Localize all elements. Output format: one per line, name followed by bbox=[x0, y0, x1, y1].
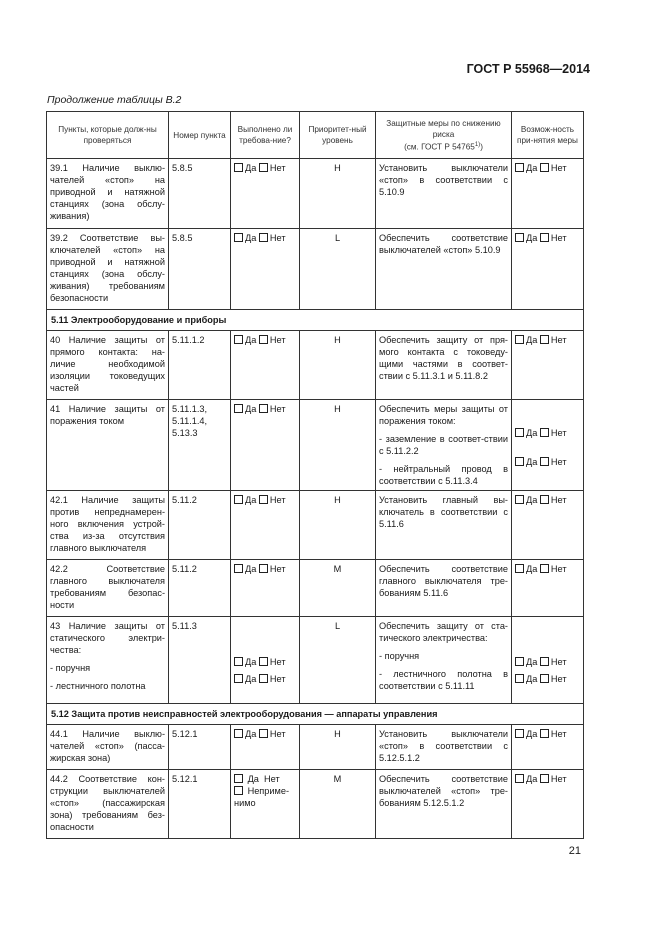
no-checkbox[interactable] bbox=[259, 335, 268, 344]
yes-checkbox[interactable] bbox=[234, 774, 243, 783]
no-checkbox[interactable] bbox=[540, 335, 549, 344]
no-checkbox[interactable] bbox=[540, 428, 549, 437]
no-checkbox[interactable] bbox=[259, 564, 268, 573]
table-row bbox=[47, 617, 584, 704]
table-row bbox=[47, 159, 584, 229]
item-number: 5.8.5 bbox=[169, 229, 231, 310]
yes-checkbox[interactable] bbox=[234, 335, 243, 344]
table-continuation-caption: Продолжение таблицы В.2 bbox=[47, 94, 182, 106]
item-number: 5.8.5 bbox=[169, 159, 231, 229]
item-text: 42.2 Соответствие главного выключателя требованиям безопас-ности bbox=[47, 560, 169, 617]
no-checkbox[interactable] bbox=[540, 564, 549, 573]
table-row bbox=[47, 400, 584, 491]
table-row bbox=[47, 331, 584, 400]
table-header-row bbox=[47, 112, 584, 159]
protective-measure: Обеспечить меры защиты от поражения током: - заземление в соответ-ствии с 5.11.2.2 - нейтральный провод в соответствии с 5.11.3.4 bbox=[376, 400, 512, 491]
priority-level: М bbox=[300, 560, 376, 617]
yes-checkbox[interactable] bbox=[234, 495, 243, 504]
table-row bbox=[47, 491, 584, 560]
acceptance-options: Да Нет bbox=[512, 331, 584, 400]
section-title: 5.11 Электрооборудование и приборы bbox=[47, 310, 584, 331]
priority-level: Н bbox=[300, 725, 376, 770]
no-checkbox[interactable] bbox=[540, 674, 549, 683]
acceptance-options: Да Нет bbox=[512, 560, 584, 617]
item-number: 5.11.1.2 bbox=[169, 331, 231, 400]
yes-checkbox[interactable] bbox=[515, 495, 524, 504]
protective-measure: Обеспечить соответствие выключателей «стоп» тре-бованиям 5.12.5.1.2 bbox=[376, 770, 512, 839]
priority-level: Н bbox=[300, 159, 376, 229]
priority-level: Н bbox=[300, 491, 376, 560]
protective-measure: Установить выключатели «стоп» в соответствии с 5.12.5.1.2 bbox=[376, 725, 512, 770]
col-header-fulfilled: Выполнено ли требова-ние? bbox=[231, 112, 300, 159]
yes-checkbox[interactable] bbox=[234, 564, 243, 573]
yes-checkbox[interactable] bbox=[515, 564, 524, 573]
fulfilled-options: Да Нет bbox=[231, 560, 300, 617]
item-text: 39.2 Соответствие вы-ключателей «стоп» на приводной и натяжной станциях (зона обслу-живания) требованиям безопасности bbox=[47, 229, 169, 310]
priority-level: L bbox=[300, 617, 376, 704]
fulfilled-options: Да Нет bbox=[231, 491, 300, 560]
no-checkbox[interactable] bbox=[259, 729, 268, 738]
priority-level: М bbox=[300, 770, 376, 839]
yes-checkbox[interactable] bbox=[515, 674, 524, 683]
col-header-measures: Защитные меры по снижению риска (см. ГОСТ Р 54765$^{1)}$) bbox=[376, 112, 512, 159]
no-checkbox[interactable] bbox=[540, 233, 549, 242]
yes-checkbox[interactable] bbox=[234, 233, 243, 242]
yes-checkbox[interactable] bbox=[234, 163, 243, 172]
section-row bbox=[47, 704, 584, 725]
no-checkbox[interactable] bbox=[540, 657, 549, 666]
not-applicable-checkbox[interactable] bbox=[234, 786, 243, 795]
item-number: 5.11.1.3, 5.11.1.4, 5.13.3 bbox=[169, 400, 231, 491]
item-text: 43 Наличие защиты от статического электри-чества: - поручня - лестничного полотна bbox=[47, 617, 169, 704]
item-number: 5.11.2 bbox=[169, 491, 231, 560]
yes-checkbox[interactable] bbox=[515, 657, 524, 666]
fulfilled-options: Да Нет bbox=[231, 229, 300, 310]
fulfilled-options: Да Нет Да Нет bbox=[231, 617, 300, 704]
no-checkbox[interactable] bbox=[540, 457, 549, 466]
fulfilled-options: Да Нет bbox=[231, 400, 300, 491]
priority-level: Н bbox=[300, 400, 376, 491]
fulfilled-options: Да Нет bbox=[231, 725, 300, 770]
no-checkbox[interactable] bbox=[259, 657, 268, 666]
item-number: 5.11.2 bbox=[169, 560, 231, 617]
table-row bbox=[47, 560, 584, 617]
fulfilled-options: Да Нет Неприме-нимо bbox=[231, 770, 300, 839]
page-number: 21 bbox=[568, 845, 581, 857]
section-title: 5.12 Защита против неисправностей электрооборудования — аппараты управления bbox=[47, 704, 584, 725]
acceptance-options: Да Нет bbox=[512, 491, 584, 560]
checklist-table bbox=[46, 111, 584, 839]
item-number: 5.12.1 bbox=[169, 725, 231, 770]
yes-checkbox[interactable] bbox=[234, 657, 243, 666]
section-row bbox=[47, 310, 584, 331]
no-checkbox[interactable] bbox=[259, 404, 268, 413]
no-checkbox[interactable] bbox=[259, 674, 268, 683]
item-text: 40 Наличие защиты от прямого контакта: на-личие необходимой изоляции токоведущих частей bbox=[47, 331, 169, 400]
col-header-number: Номер пункта bbox=[169, 112, 231, 159]
protective-measure: Установить выключатели «стоп» в соответствии с 5.10.9 bbox=[376, 159, 512, 229]
protective-measure: Обеспечить защиту от ста-тического электричества: - поручня - лестничного полотна в соответствии с 5.11.11 bbox=[376, 617, 512, 704]
no-checkbox[interactable] bbox=[540, 495, 549, 504]
acceptance-options: Да Нет bbox=[512, 770, 584, 839]
yes-checkbox[interactable] bbox=[515, 163, 524, 172]
table-row bbox=[47, 725, 584, 770]
no-checkbox[interactable] bbox=[540, 774, 549, 783]
item-text: 44.2 Соответствие кон-струкции выключателей «стоп» (пассажирская зона) требованиям без-опасности bbox=[47, 770, 169, 839]
no-checkbox[interactable] bbox=[540, 729, 549, 738]
acceptance-options: Да Нет bbox=[512, 159, 584, 229]
item-text: 41 Наличие защиты от поражения током bbox=[47, 400, 169, 491]
priority-level: Н bbox=[300, 331, 376, 400]
item-number: 5.12.1 bbox=[169, 770, 231, 839]
no-checkbox[interactable] bbox=[259, 495, 268, 504]
protective-measure: Обеспечить соответствие выключателей «стоп» 5.10.9 bbox=[376, 229, 512, 310]
acceptance-options: Да Нет Да Нет bbox=[512, 400, 584, 491]
item-text: 42.1 Наличие защиты против непреднамерен-ного включения устрой-ства из-за отсутствия главного выключателя bbox=[47, 491, 169, 560]
no-checkbox[interactable] bbox=[259, 233, 268, 242]
table-row bbox=[47, 229, 584, 310]
fulfilled-options: Да Нет bbox=[231, 331, 300, 400]
yes-checkbox[interactable] bbox=[515, 457, 524, 466]
standard-number: ГОСТ Р 55968—2014 bbox=[466, 62, 590, 76]
priority-level: L bbox=[300, 229, 376, 310]
protective-measure: Обеспечить соответствие главного выключателя тре-бованиям 5.11.6 bbox=[376, 560, 512, 617]
acceptance-options: Да Нет bbox=[512, 229, 584, 310]
fulfilled-options: Да Нет bbox=[231, 159, 300, 229]
acceptance-options: Да Нет Да Нет bbox=[512, 617, 584, 704]
yes-checkbox[interactable] bbox=[515, 774, 524, 783]
col-header-priority: Приоритет-ный уровень bbox=[300, 112, 376, 159]
yes-checkbox[interactable] bbox=[234, 729, 243, 738]
protective-measure: Обеспечить защиту от пря-мого контакта с токоведу-щими частями в соответ-ствии с 5.11.3.1 и 5.11.8.2 bbox=[376, 331, 512, 400]
yes-checkbox[interactable] bbox=[515, 729, 524, 738]
item-text: 44.1 Наличие выклю-чателей «стоп» (пасса-жирская зона) bbox=[47, 725, 169, 770]
yes-checkbox[interactable] bbox=[234, 404, 243, 413]
item-number: 5.11.3 bbox=[169, 617, 231, 704]
no-checkbox[interactable] bbox=[540, 163, 549, 172]
item-text: 39.1 Наличие выклю-чателей «стоп» на приводной и натяжной станциях (зона обслу-живания) bbox=[47, 159, 169, 229]
yes-checkbox[interactable] bbox=[515, 233, 524, 242]
yes-checkbox[interactable] bbox=[234, 674, 243, 683]
no-checkbox[interactable] bbox=[259, 163, 268, 172]
yes-checkbox[interactable] bbox=[515, 428, 524, 437]
acceptance-options: Да Нет bbox=[512, 725, 584, 770]
yes-checkbox[interactable] bbox=[515, 335, 524, 344]
col-header-items: Пункты, которые долж-ны проверяться bbox=[47, 112, 169, 159]
protective-measure: Установить главный вы-ключатель в соответствии с 5.11.6 bbox=[376, 491, 512, 560]
col-header-acceptance: Возмож-ность при-нятия меры bbox=[512, 112, 584, 159]
table-row bbox=[47, 770, 584, 839]
